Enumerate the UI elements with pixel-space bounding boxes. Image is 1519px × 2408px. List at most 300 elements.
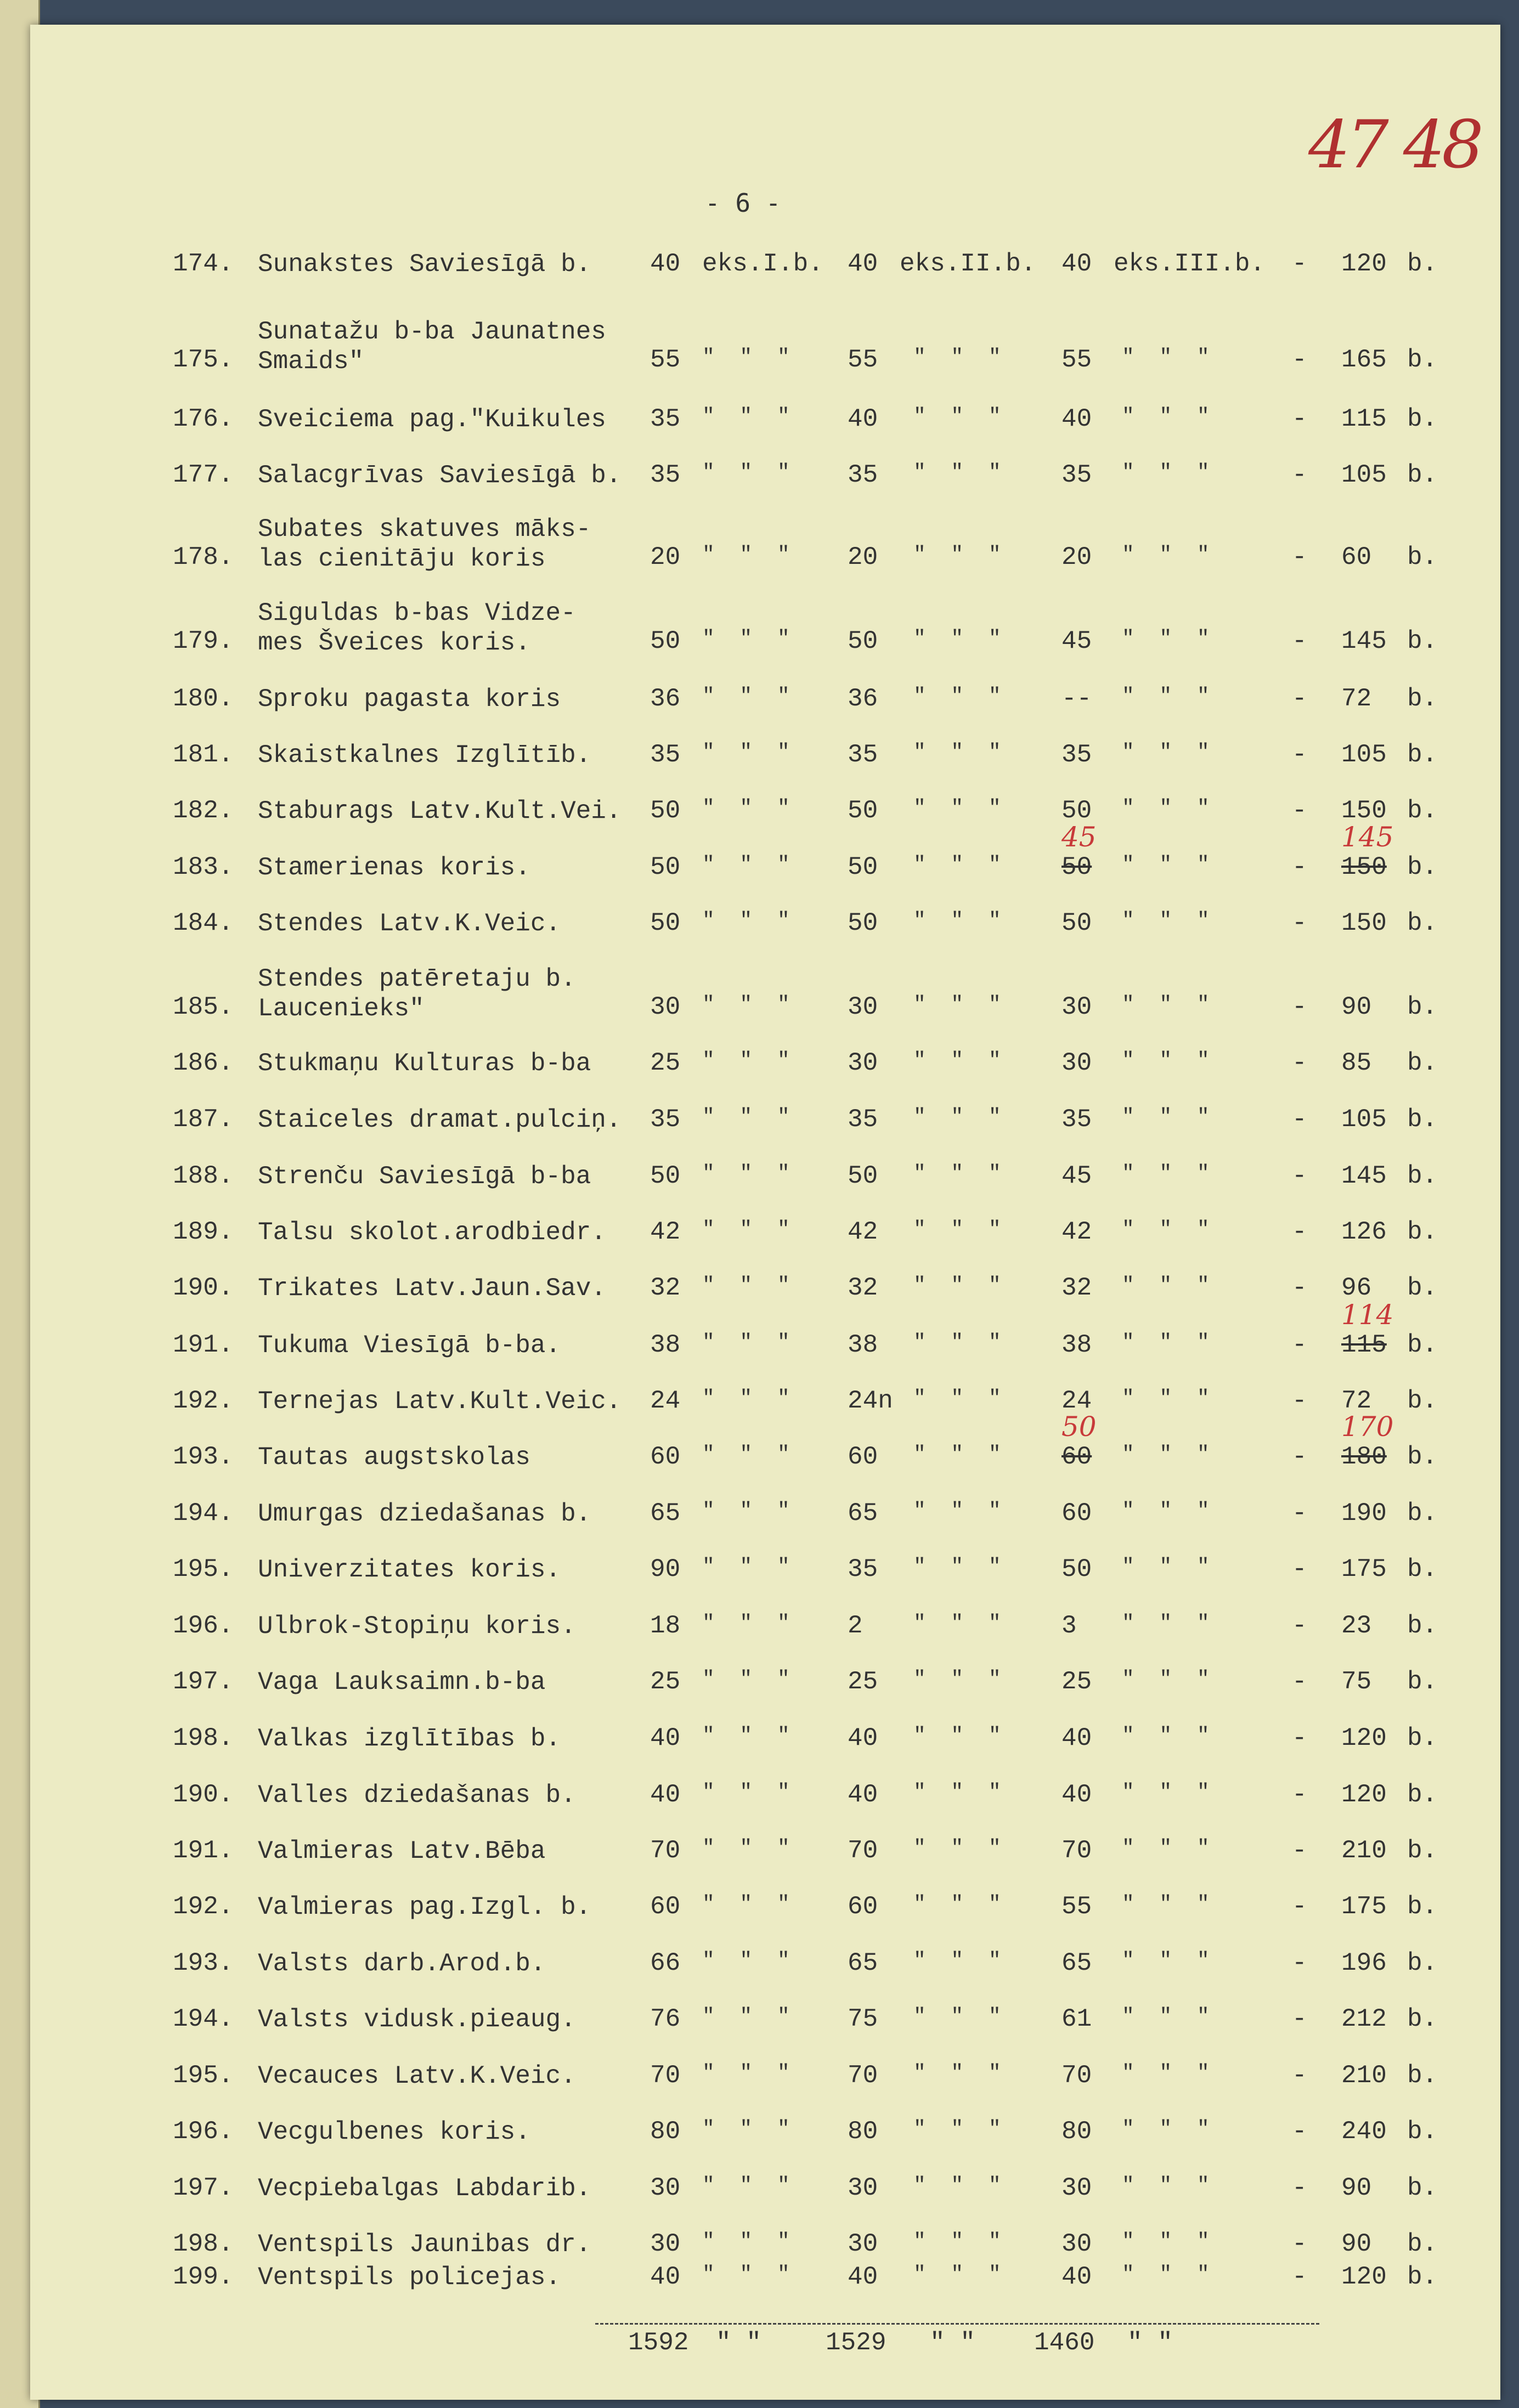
value-3: 35	[1061, 1105, 1092, 1134]
value-3: 20	[1061, 543, 1092, 572]
value-3: 50	[1061, 853, 1092, 881]
ditto-2: " " "	[913, 1612, 1001, 1635]
unit-b: b.	[1407, 1555, 1438, 1584]
value-1: 40	[650, 1724, 681, 1753]
society-name: Salacgrīvas Saviesīgā b.	[258, 461, 622, 490]
value-2: 35	[848, 1555, 878, 1584]
value-2: 55	[848, 346, 878, 374]
ditto-1: " " "	[702, 1162, 790, 1185]
value-1: 50	[650, 627, 681, 655]
value-1: 90	[650, 1555, 681, 1584]
value-3: 30	[1061, 1049, 1092, 1077]
value-2: 40	[848, 1724, 878, 1753]
ditto-3: " " "	[1122, 2174, 1210, 2197]
unit-b: b.	[1407, 1612, 1438, 1640]
dash: -	[1292, 1499, 1307, 1528]
ditto-2: " " "	[913, 1331, 1001, 1354]
ditto-2: " " "	[913, 405, 1001, 428]
total: 90	[1341, 2174, 1372, 2202]
unit-b: b.	[1407, 346, 1438, 374]
value-2: 60	[848, 1443, 878, 1471]
unit-b: b.	[1407, 1780, 1438, 1809]
value-1: 25	[650, 1049, 681, 1077]
value-3: 42	[1061, 1218, 1092, 1246]
dash: -	[1292, 1049, 1307, 1077]
value-2: 50	[848, 796, 878, 825]
society-name: Univerzitates koris.	[258, 1556, 561, 1584]
dash: -	[1292, 1162, 1307, 1190]
value-2: 30	[848, 993, 878, 1021]
archive-folio-number: 47 48	[1308, 107, 1481, 183]
value-3: 38	[1061, 1331, 1092, 1359]
unit-b: b.	[1407, 1105, 1438, 1134]
row-number: 197.	[173, 2174, 234, 2202]
society-name: Valles dziedašanas b.	[258, 1781, 576, 1810]
society-name: Vecauces Latv.K.Veic.	[258, 2062, 576, 2090]
value-2: 50	[848, 1162, 878, 1190]
dash: -	[1292, 1443, 1307, 1471]
value-3: 70	[1061, 2061, 1092, 2090]
total: 120	[1341, 2263, 1387, 2291]
unit-b: b.	[1407, 1667, 1438, 1696]
value-3: 70	[1061, 1836, 1092, 1865]
ditto-2: " " "	[913, 993, 1001, 1016]
ditto-1: " " "	[702, 1724, 790, 1748]
row-number: 193.	[173, 1949, 234, 1977]
dash: -	[1292, 1105, 1307, 1134]
total: 105	[1341, 741, 1387, 769]
value-1: 76	[650, 2005, 681, 2033]
value-3: 50	[1061, 796, 1092, 825]
society-name: Ventspils policejas.	[258, 2263, 561, 2292]
ditto-2: " " "	[913, 909, 1001, 932]
dash: -	[1292, 2005, 1307, 2033]
ditto-1: " " "	[702, 1780, 790, 1804]
ditto-1: " " "	[702, 909, 790, 932]
dash: -	[1292, 1780, 1307, 1809]
value-1: 66	[650, 1949, 681, 1977]
dash: -	[1292, 1612, 1307, 1640]
dash: -	[1292, 741, 1307, 769]
ditto-3: " " "	[1122, 685, 1210, 708]
value-3: 40	[1061, 405, 1092, 433]
society-name: Umurgas dziedašanas b.	[258, 1500, 591, 1528]
row-number: 192.	[173, 1387, 234, 1415]
society-name: Stukmaņu Kulturas b-ba	[258, 1049, 591, 1078]
ditto-3: " " "	[1122, 1387, 1210, 1410]
value-2: 30	[848, 2230, 878, 2258]
ditto-3: " " "	[1122, 1780, 1210, 1804]
total: 165	[1341, 346, 1387, 374]
ditto-1: " " "	[702, 405, 790, 428]
ditto-3: " " "	[1122, 346, 1210, 369]
value-1: 30	[650, 993, 681, 1021]
value-1: 35	[650, 405, 681, 433]
value-2: 42	[848, 1218, 878, 1246]
society-name: Valmieras pag.Izgl. b.	[258, 1893, 591, 1921]
sum-col-2: 1529	[826, 2328, 886, 2357]
unit-1: eks.I.b.	[702, 250, 823, 278]
ditto-3: " " "	[1122, 1499, 1210, 1523]
row-number: 198.	[173, 2230, 234, 2258]
value-2: 40	[848, 405, 878, 433]
value-2: 20	[848, 543, 878, 572]
society-name: Ventspils Jaunibas dr.	[258, 2230, 591, 2259]
ditto-1: " " "	[702, 1387, 790, 1410]
value-3: 32	[1061, 1274, 1092, 1302]
society-name: Sunatažu b-ba Jaunatnes Smaids"	[258, 318, 606, 376]
ditto-2: " " "	[913, 2263, 1001, 2286]
unit-b: b.	[1407, 1949, 1438, 1977]
ditto-2: " " "	[913, 1218, 1001, 1241]
value-2: 25	[848, 1667, 878, 1696]
ditto-2: " " "	[913, 1892, 1001, 1916]
value-1: 50	[650, 909, 681, 937]
row-number: 195.	[173, 1555, 234, 1584]
total: 145	[1341, 627, 1387, 655]
value-2: 65	[848, 1499, 878, 1528]
total: 150	[1341, 853, 1387, 881]
total: 196	[1341, 1949, 1387, 1977]
ditto-2: " " "	[913, 1667, 1001, 1691]
ditto-2: " " "	[913, 346, 1001, 369]
value-2: 35	[848, 1105, 878, 1134]
value-3: 45	[1061, 1162, 1092, 1190]
ditto-2: " " "	[913, 2005, 1001, 2028]
ditto-3: " " "	[1122, 405, 1210, 428]
value-1: 60	[650, 1443, 681, 1471]
dash: -	[1292, 1724, 1307, 1753]
value-2: 30	[848, 1049, 878, 1077]
value-2: 32	[848, 1274, 878, 1302]
total: 72	[1341, 1387, 1372, 1415]
dash: -	[1292, 346, 1307, 374]
society-name: Talsu skolot.arodbiedr.	[258, 1218, 606, 1247]
total: 145	[1341, 1162, 1387, 1190]
row-number: 186.	[173, 1049, 234, 1077]
ditto-3: " " "	[1122, 1105, 1210, 1129]
document-page	[30, 25, 1500, 2400]
value-1: 32	[650, 1274, 681, 1302]
ditto-3: " " "	[1122, 2263, 1210, 2286]
unit-b: b.	[1407, 2230, 1438, 2258]
ditto-2: " " "	[913, 741, 1001, 764]
ditto-2: " " "	[913, 1387, 1001, 1410]
value-3: 35	[1061, 461, 1092, 489]
value-1: 50	[650, 796, 681, 825]
total: 120	[1341, 1724, 1387, 1753]
value-2: 36	[848, 685, 878, 713]
unit-b: b.	[1407, 1274, 1438, 1302]
ditto-3: " " "	[1122, 1443, 1210, 1466]
value-3: --	[1061, 685, 1092, 713]
ditto-2: " " "	[913, 1724, 1001, 1748]
society-name: Tukuma Viesīgā b-ba.	[258, 1331, 561, 1360]
society-name: Sveiciema pag."Kuikules	[258, 405, 606, 434]
ditto-1: " " "	[702, 685, 790, 708]
dash: -	[1292, 461, 1307, 489]
ditto-1: " " "	[702, 1499, 790, 1523]
value-3: 30	[1061, 2230, 1092, 2258]
total: 190	[1341, 1499, 1387, 1528]
total: 90	[1341, 993, 1372, 1021]
row-number: 191.	[173, 1836, 234, 1865]
value-3: 50	[1061, 1555, 1092, 1584]
row-number: 184.	[173, 909, 234, 937]
ditto-1: " " "	[702, 627, 790, 651]
value-2: 80	[848, 2117, 878, 2146]
ditto-1: " " "	[702, 2263, 790, 2286]
row-number: 188.	[173, 1162, 234, 1190]
dash: -	[1292, 853, 1307, 881]
page-number: - 6 -	[705, 188, 781, 218]
value-2: 24n	[848, 1387, 893, 1415]
ditto-1: " " "	[702, 346, 790, 369]
value-3: 61	[1061, 2005, 1092, 2033]
ditto-2: " " "	[913, 1949, 1001, 1972]
ditto-3: " " "	[1122, 1667, 1210, 1691]
unit-b: b.	[1407, 250, 1438, 278]
value-2: 75	[848, 2005, 878, 2033]
ditto-2: " " "	[913, 2174, 1001, 2197]
total: 105	[1341, 1105, 1387, 1134]
value-1: 35	[650, 461, 681, 489]
unit-b: b.	[1407, 1443, 1438, 1471]
dash: -	[1292, 2263, 1307, 2291]
unit-b: b.	[1407, 2005, 1438, 2033]
unit-b: b.	[1407, 1892, 1438, 1921]
total: 115	[1341, 405, 1387, 433]
ditto-3: " " "	[1122, 1612, 1210, 1635]
value-1: 35	[650, 741, 681, 769]
unit-b: b.	[1407, 741, 1438, 769]
sum-ditto-2: " "	[930, 2328, 975, 2357]
ditto-2: " " "	[913, 1162, 1001, 1185]
value-1: 38	[650, 1331, 681, 1359]
row-number: 192.	[173, 1892, 234, 1921]
ditto-3: " " "	[1122, 2230, 1210, 2253]
row-number: 180.	[173, 685, 234, 713]
society-name: Tautas augstskolas	[258, 1443, 530, 1472]
value-2: 40	[848, 250, 878, 278]
sum-ditto-3: " "	[1127, 2328, 1173, 2357]
society-name: Siguldas b-bas Vidze- mes Šveices koris.	[258, 599, 576, 657]
total: 175	[1341, 1892, 1387, 1921]
handwritten-correction-value-3: 50	[1061, 1411, 1097, 1443]
value-3: 30	[1061, 993, 1092, 1021]
ditto-1: " " "	[702, 1949, 790, 1972]
total: 120	[1341, 1780, 1387, 1809]
row-number: 195.	[173, 2061, 234, 2090]
value-1: 55	[650, 346, 681, 374]
value-3: 40	[1061, 1724, 1092, 1753]
value-2: 40	[848, 2263, 878, 2291]
ditto-1: " " "	[702, 1331, 790, 1354]
dash: -	[1292, 1667, 1307, 1696]
value-3: 60	[1061, 1499, 1092, 1528]
row-number: 191.	[173, 1331, 234, 1359]
dash: -	[1292, 2230, 1307, 2258]
ditto-1: " " "	[702, 2174, 790, 2197]
value-1: 60	[650, 1892, 681, 1921]
unit-b: b.	[1407, 2061, 1438, 2090]
row-number: 196.	[173, 1612, 234, 1640]
dash: -	[1292, 543, 1307, 572]
ditto-3: " " "	[1122, 853, 1210, 877]
row-number: 193.	[173, 1443, 234, 1471]
total: 212	[1341, 2005, 1387, 2033]
ditto-3: " " "	[1122, 909, 1210, 932]
handwritten-correction-total: 145	[1341, 821, 1394, 853]
ditto-1: " " "	[702, 2117, 790, 2141]
ditto-2: " " "	[913, 1836, 1001, 1860]
total: 72	[1341, 685, 1372, 713]
value-1: 50	[650, 1162, 681, 1190]
dash: -	[1292, 993, 1307, 1021]
row-number: 185.	[173, 993, 234, 1021]
total: 120	[1341, 250, 1387, 278]
value-3: 50	[1061, 909, 1092, 937]
row-number: 194.	[173, 2005, 234, 2033]
society-name: Vecgulbenes koris.	[258, 2118, 530, 2146]
value-1: 30	[650, 2230, 681, 2258]
value-3: 24	[1061, 1387, 1092, 1415]
ditto-2: " " "	[913, 2061, 1001, 2085]
ditto-1: " " "	[702, 1049, 790, 1072]
sum-divider	[595, 2323, 1319, 2325]
dash: -	[1292, 1331, 1307, 1359]
total: 126	[1341, 1218, 1387, 1246]
value-1: 20	[650, 543, 681, 572]
dash: -	[1292, 1218, 1307, 1246]
ditto-1: " " "	[702, 2005, 790, 2028]
ditto-3: " " "	[1122, 1274, 1210, 1297]
value-3: 60	[1061, 1443, 1092, 1471]
value-3: 40	[1061, 1780, 1092, 1809]
dash: -	[1292, 2061, 1307, 2090]
total: 115	[1341, 1331, 1387, 1359]
row-number: 196.	[173, 2117, 234, 2146]
total: 180	[1341, 1443, 1387, 1471]
unit-b: b.	[1407, 1162, 1438, 1190]
ditto-3: " " "	[1122, 993, 1210, 1016]
dash: -	[1292, 627, 1307, 655]
ditto-2: " " "	[913, 1780, 1001, 1804]
ditto-1: " " "	[702, 993, 790, 1016]
value-3: 25	[1061, 1667, 1092, 1696]
ditto-1: " " "	[702, 1218, 790, 1241]
total: 85	[1341, 1049, 1372, 1077]
society-name: Valkas izglītības b.	[258, 1725, 561, 1753]
value-2: 60	[848, 1892, 878, 1921]
dash: -	[1292, 1949, 1307, 1977]
row-number: 190.	[173, 1780, 234, 1809]
society-name: Stendes Latv.K.Veic.	[258, 909, 561, 938]
unit-b: b.	[1407, 627, 1438, 655]
ditto-1: " " "	[702, 796, 790, 820]
society-name: Sproku pagasta koris	[258, 685, 561, 714]
row-number: 189.	[173, 1218, 234, 1246]
ditto-1: " " "	[702, 1667, 790, 1691]
unit-b: b.	[1407, 909, 1438, 937]
ditto-1: " " "	[702, 1105, 790, 1129]
society-name: Subates skatuves māks- las cienitāju koris	[258, 515, 591, 573]
ditto-2: " " "	[913, 853, 1001, 877]
ditto-3: " " "	[1122, 461, 1210, 484]
ditto-1: " " "	[702, 543, 790, 567]
ditto-3: " " "	[1122, 1892, 1210, 1916]
unit-b: b.	[1407, 993, 1438, 1021]
unit-b: b.	[1407, 1499, 1438, 1528]
value-1: 42	[650, 1218, 681, 1246]
ditto-3: " " "	[1122, 627, 1210, 651]
unit-2: eks.II.b.	[900, 250, 1036, 278]
row-number: 182.	[173, 796, 234, 825]
dash: -	[1292, 2174, 1307, 2202]
society-name: Ulbrok-Stopiņu koris.	[258, 1612, 576, 1641]
value-2: 50	[848, 627, 878, 655]
value-3: 40	[1061, 2263, 1092, 2291]
ditto-2: " " "	[913, 543, 1001, 567]
ditto-3: " " "	[1122, 1049, 1210, 1072]
society-name: Trikates Latv.Jaun.Sav.	[258, 1274, 606, 1303]
dash: -	[1292, 909, 1307, 937]
dash: -	[1292, 685, 1307, 713]
unit-b: b.	[1407, 1049, 1438, 1077]
row-number: 199.	[173, 2263, 234, 2291]
ditto-2: " " "	[913, 1443, 1001, 1466]
dash: -	[1292, 2117, 1307, 2146]
total: 210	[1341, 1836, 1387, 1865]
value-1: 24	[650, 1387, 681, 1415]
row-number: 181.	[173, 741, 234, 769]
unit-b: b.	[1407, 543, 1438, 572]
unit-b: b.	[1407, 405, 1438, 433]
value-1: 40	[650, 2263, 681, 2291]
ditto-1: " " "	[702, 853, 790, 877]
row-number: 174.	[173, 250, 234, 278]
value-1: 18	[650, 1612, 681, 1640]
society-name: Sunakstes Saviesīgā b.	[258, 250, 591, 279]
ditto-1: " " "	[702, 1612, 790, 1635]
ditto-3: " " "	[1122, 1724, 1210, 1748]
value-3: 80	[1061, 2117, 1092, 2146]
ditto-3: " " "	[1122, 1331, 1210, 1354]
dash: -	[1292, 1836, 1307, 1865]
value-2: 35	[848, 461, 878, 489]
ditto-3: " " "	[1122, 741, 1210, 764]
handwritten-correction-total: 170	[1341, 1411, 1394, 1443]
total: 105	[1341, 461, 1387, 489]
unit-3: eks.III.b.	[1114, 250, 1266, 278]
society-name: Valsts darb.Arod.b.	[258, 1949, 546, 1978]
unit-b: b.	[1407, 853, 1438, 881]
ditto-1: " " "	[702, 461, 790, 484]
value-1: 40	[650, 250, 681, 278]
dash: -	[1292, 1892, 1307, 1921]
total: 150	[1341, 796, 1387, 825]
ditto-1: " " "	[702, 741, 790, 764]
ditto-2: " " "	[913, 1049, 1001, 1072]
ditto-3: " " "	[1122, 2005, 1210, 2028]
total: 23	[1341, 1612, 1372, 1640]
ditto-1: " " "	[702, 2061, 790, 2085]
dash: -	[1292, 796, 1307, 825]
total: 210	[1341, 2061, 1387, 2090]
value-1: 50	[650, 853, 681, 881]
society-name: Skaistkalnes Izglītīb.	[258, 741, 591, 770]
row-number: 198.	[173, 1724, 234, 1753]
